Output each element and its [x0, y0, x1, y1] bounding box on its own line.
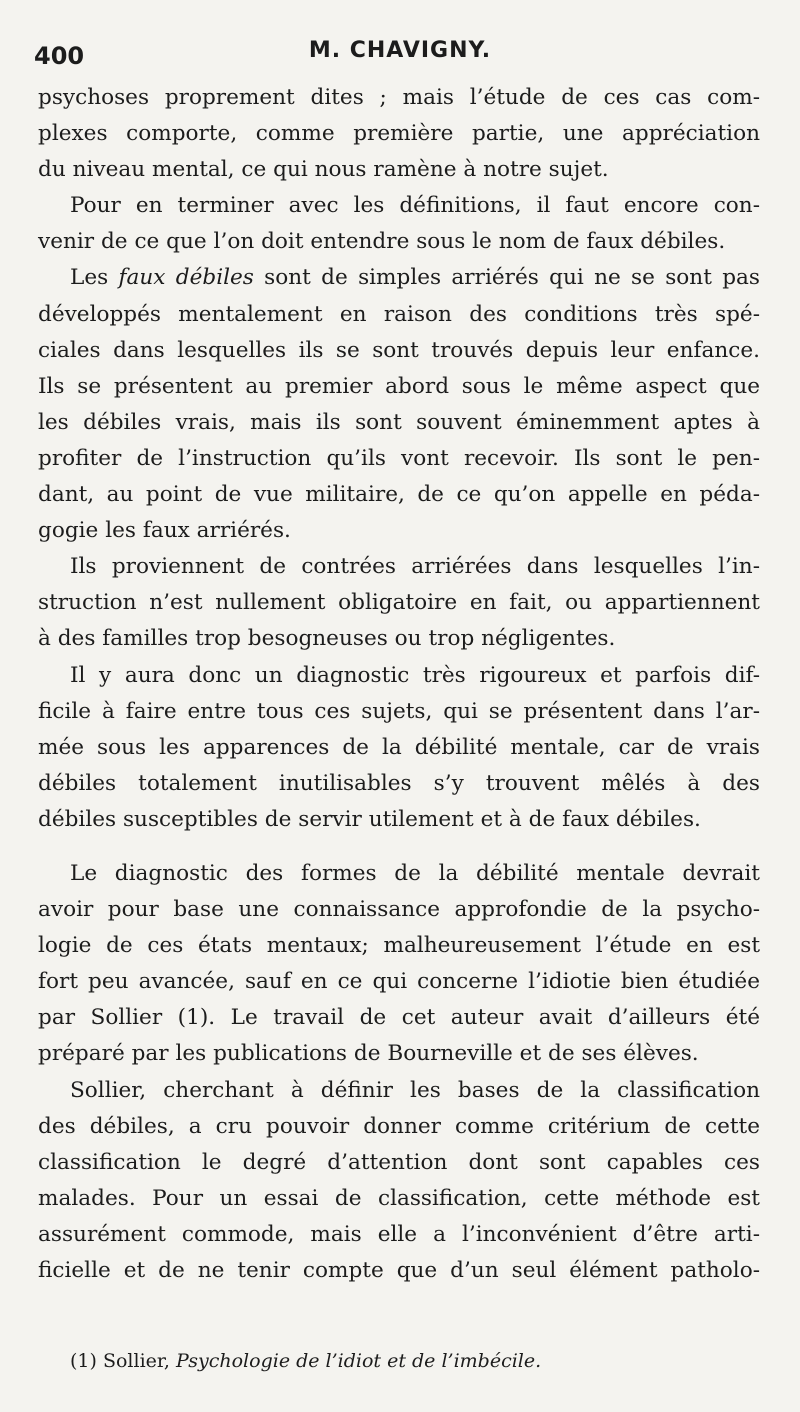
paragraph	[38, 658, 760, 838]
text-line: les débiles vrais, mais ils sont souvent éminemment aptes à	[38, 409, 760, 435]
paragraph	[38, 549, 760, 657]
paragraph	[38, 260, 760, 549]
text-line: par Sollier (1). Le travail de cet auteur avait d’ailleurs été	[38, 1005, 760, 1031]
text-line: classification le degré d’attention dont sont capables ces	[38, 1149, 760, 1175]
text-line: ficielle et de ne tenir compte que d’un seul élément patholo-	[38, 1258, 760, 1283]
text-line: plexes comporte, comme première partie, une appréciation	[38, 121, 760, 147]
text-line: Le diagnostic des formes de la débilité mentale devrait	[70, 860, 760, 886]
text-line: Il y aura donc un diagnostic très rigoureux et parfois dif-	[70, 662, 760, 688]
text-line: ficile à faire entre tous ces sujets, qui se présentent dans l’ar-	[38, 698, 760, 724]
text-line: ciales dans lesquelles ils se sont trouvés depuis leur enfance.	[38, 337, 760, 363]
text-line: à des familles trop besogneuses ou trop négligentes.	[38, 626, 616, 652]
text-line: gogie les faux arriérés.	[38, 518, 291, 544]
text-line: assurément commode, mais elle a l’inconvénient d’être arti-	[38, 1221, 760, 1247]
text-line: dant, au point de vue militaire, de ce qu’on appelle en péda-	[38, 482, 760, 508]
paragraph	[38, 1073, 760, 1290]
paragraph	[38, 80, 760, 188]
footnote-title: Psychologie de l’idiot et de l’imbécile.	[175, 1350, 542, 1372]
section-gap	[38, 838, 760, 856]
text-line: des débiles, a cru pouvoir donner comme critérium de cette	[38, 1113, 760, 1139]
text-line: du niveau mental, ce qui nous ramène à notre sujet.	[38, 157, 609, 183]
text-line: fort peu avancée, sauf en ce qui concerne l’idiotie bien étudiée	[38, 969, 760, 995]
text-line: Sollier, cherchant à définir les bases de la classification	[70, 1077, 760, 1103]
text-line: struction n’est nullement obligatoire en fait, ou appartiennent	[38, 590, 760, 616]
text-line: mée sous les apparences de la débilité mentale, car de vrais	[38, 734, 760, 760]
text-line: logie de ces états mentaux; malheureusement l’étude en est	[38, 933, 760, 959]
running-head: M. CHAVIGNY.	[308, 38, 492, 63]
text-line: développés mentalement en raison des conditions très spé-	[38, 301, 760, 327]
text-line: venir de ce que l’on doit entendre sous le nom de faux débiles.	[38, 229, 726, 255]
page-number: 400	[34, 42, 85, 70]
footnote	[70, 1350, 541, 1372]
paragraph	[38, 188, 760, 260]
text-line: avoir pour base une connaissance approfondie de la psycho-	[38, 897, 760, 923]
text-line: débiles totalement inutilisables s’y trouvent mêlés à des	[38, 770, 760, 796]
text-line: Les faux débiles sont de simples arriérés qui ne se sont pas	[70, 265, 760, 291]
footnote-marker: (1)	[70, 1350, 97, 1372]
page-header	[0, 30, 800, 74]
text-line: débiles susceptibles de servir utilement et à de faux débiles.	[38, 806, 701, 832]
paragraph	[38, 856, 760, 1073]
text-line: malades. Pour un essai de classification, cette méthode est	[38, 1185, 760, 1211]
text-line: profiter de l’instruction qu’ils vont recevoir. Ils sont le pen-	[38, 445, 760, 471]
body-text	[38, 80, 760, 1289]
text-line: psychoses proprement dites ; mais l’étude de ces cas com-	[38, 85, 760, 110]
text-line: Ils proviennent de contrées arriérées dans lesquelles l’in-	[70, 554, 760, 580]
emphasized-term: faux débiles	[118, 265, 254, 291]
text-line: Ils se présentent au premier abord sous le même aspect que	[38, 373, 760, 399]
footnote-author: Sollier,	[102, 1350, 170, 1372]
text-line: préparé par les publications de Bourneville et de ses élèves.	[38, 1041, 699, 1067]
text-line: Pour en terminer avec les définitions, il faut encore con-	[70, 193, 760, 219]
